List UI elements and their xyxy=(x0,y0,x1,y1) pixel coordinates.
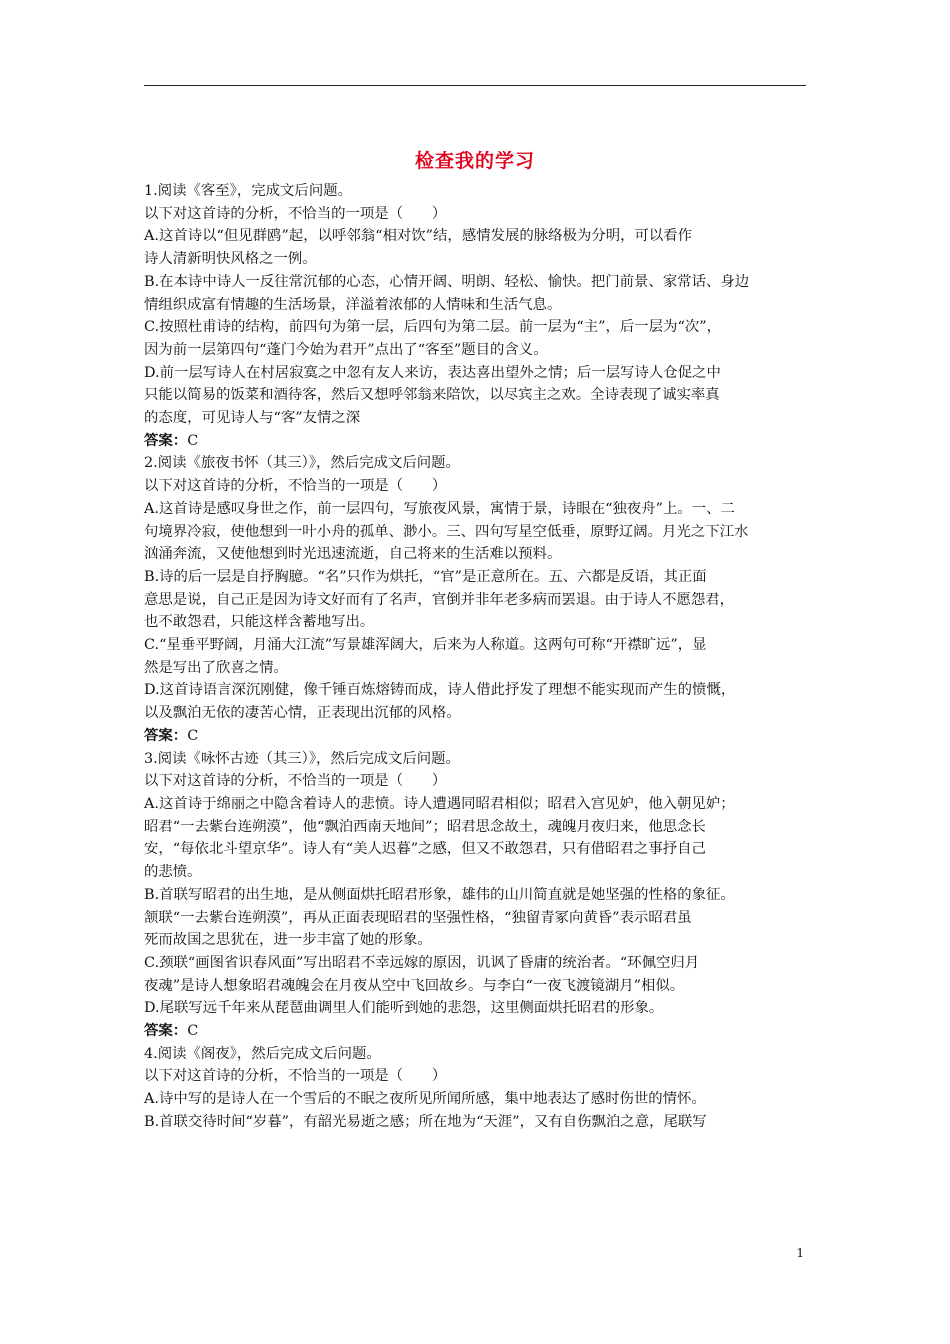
option-line: 的悲愤。 xyxy=(144,864,202,881)
option-line: A.这首诗于绵丽之中隐含着诗人的悲愤。诗人遭遇同昭君相似；昭君入宫见妒，他入朝见妒； xyxy=(144,795,735,812)
option-line: 昭君“一去紫台连朔漠”，他“飘泊西南天地间”；昭君思念故土，魂魄月夜归来，他思念长 xyxy=(144,818,706,835)
option-line: C.按照杜甫诗的结构，前四句为第一层，后四句为第二层。前一层为“主”，后一层为“次”， xyxy=(144,319,721,336)
option-line: C.颈联“画图省识春风面”写出昭君不幸远嫁的原因，讥讽了昏庸的统治者。“环佩空归月 xyxy=(144,954,700,971)
option-line: 然是写出了欣喜之情。 xyxy=(144,659,288,676)
option-line: 句境界冷寂，使他想到一叶小舟的孤单、渺小。三、四句写星空低垂，原野辽阔。月光之下江水 xyxy=(144,523,749,540)
question-2-prompt: 2.阅读《旅夜书怀（其三）》，然后完成文后问题。 xyxy=(144,455,460,472)
question-2-stem: 以下对这首诗的分析，不恰当的一项是（ ） xyxy=(144,478,447,495)
option-line: C.“星垂平野阔，月涌大江流”写景雄浑阔大，后来为人称道。这两句可称“开襟旷远”，显 xyxy=(144,637,707,654)
document-body xyxy=(144,180,812,1134)
answer-value: C xyxy=(187,727,199,744)
question-4-prompt: 4.阅读《阁夜》，然后完成文后问题。 xyxy=(144,1045,381,1062)
option-line: 也不敢怨君，只能这样含蓄地写出。 xyxy=(144,614,375,631)
answer-label: 答案： xyxy=(144,432,188,449)
option-line: 颔联“一去紫台连朔漠”，再从正面表现昭君的坚强性格，“独留青冢向黄昏”表示昭君虽 xyxy=(144,909,692,926)
option-line: B.首联写昭君的出生地，是从侧面烘托昭君形象，雄伟的山川简直就是她坚强的性格的象征。 xyxy=(144,886,735,903)
question-1-stem: 以下对这首诗的分析，不恰当的一项是（ ） xyxy=(144,205,447,222)
option-line: A.这首诗是感叹身世之作，前一层四句，写旅夜风景，寓情于景，诗眼在“独夜舟”上。一、二 xyxy=(144,500,735,517)
option-line: D.前一层写诗人在村居寂寞之中忽有友人来访，表达喜出望外之情；后一层写诗人仓促之中 xyxy=(144,364,721,381)
option-line: 意思是说，自己正是因为诗文好而有了名声，官倒并非年老多病而罢退。由于诗人不愿怨君， xyxy=(144,591,735,608)
option-line: 汹涌奔流，又使他想到时光迅速流逝，自己将来的生活难以预料。 xyxy=(144,546,562,563)
option-line: D.尾联写远千年来从琵琶曲调里人们能听到她的悲怨，这里侧面烘托昭君的形象。 xyxy=(144,1000,664,1017)
option-line: 夜魂”是诗人想象昭君魂魄会在月夜从空中飞回故乡。与李白“一夜飞渡镜湖月”相似。 xyxy=(144,977,685,994)
answer-2 xyxy=(144,725,812,748)
option-line: 诗人清新明快风格之一例。 xyxy=(144,251,317,268)
question-4-stem: 以下对这首诗的分析，不恰当的一项是（ ） xyxy=(144,1068,447,1085)
question-3-prompt: 3.阅读《咏怀古迹（其三）》，然后完成文后问题。 xyxy=(144,750,460,767)
page-number: 1 xyxy=(796,1246,804,1260)
option-line: 死而故国之思犹在，进一步丰富了她的形象。 xyxy=(144,932,432,949)
option-line: 以及飘泊无依的凄苦心情，正表现出沉郁的风格。 xyxy=(144,705,461,722)
option-line: B.在本诗中诗人一反往常沉郁的心态，心情开阔、明朗、轻松、愉快。把门前景、家常话、身边 xyxy=(144,273,750,290)
option-line: 情组织成富有情趣的生活场景，洋溢着浓郁的人情味和生活气息。 xyxy=(144,296,562,313)
option-line: D.这首诗语言深沉刚健，像千锤百炼熔铸而成，诗人借此抒发了理想不能实现而产生的愤慨， xyxy=(144,682,736,699)
answer-value: C xyxy=(187,432,199,449)
option-line: A.这首诗以“但见群鸥”起，以呼邻翁“相对饮”结，感情发展的脉络极为分明，可以看作 xyxy=(144,228,693,245)
question-1-prompt: 1.阅读《客至》，完成文后问题。 xyxy=(144,183,352,199)
question-3-stem: 以下对这首诗的分析，不恰当的一项是（ ） xyxy=(144,773,447,790)
option-line: 只能以简易的饭菜和酒待客，然后又想呼邻翁来陪饮，以尽宾主之欢。全诗表现了诚实率真 xyxy=(144,387,720,404)
answer-label: 答案： xyxy=(144,727,188,744)
option-line: 因为前一层第四句“蓬门今始为君开”点出了“客至”题目的含义。 xyxy=(144,341,548,358)
option-line: 安，“每依北斗望京华”。诗人有“美人迟暮”之感，但又不敢怨君，只有借昭君之事抒自己 xyxy=(144,841,706,858)
option-line: A.诗中写的是诗人在一个雪后的不眠之夜所见所闻所感，集中地表达了感时伤世的情怀。 xyxy=(144,1091,706,1108)
answer-value: C xyxy=(187,1023,199,1040)
header-rule xyxy=(144,85,806,86)
option-line: 的态度，可见诗人与“客”友情之深 xyxy=(144,410,361,427)
page-title: 检查我的学习 xyxy=(414,150,535,172)
answer-3 xyxy=(144,1020,812,1043)
option-line: B.诗的后一层是自抒胸臆。“名”只作为烘托，“官”是正意所在。五、六都是反语，其正面 xyxy=(144,568,707,585)
answer-label: 答案： xyxy=(144,1023,188,1040)
option-line: B.首联交待时间“岁暮”，有韶光易逝之感；所在地为“天涯”，又有自伤飘泊之意，尾联写 xyxy=(144,1113,707,1130)
answer-1 xyxy=(144,430,812,453)
